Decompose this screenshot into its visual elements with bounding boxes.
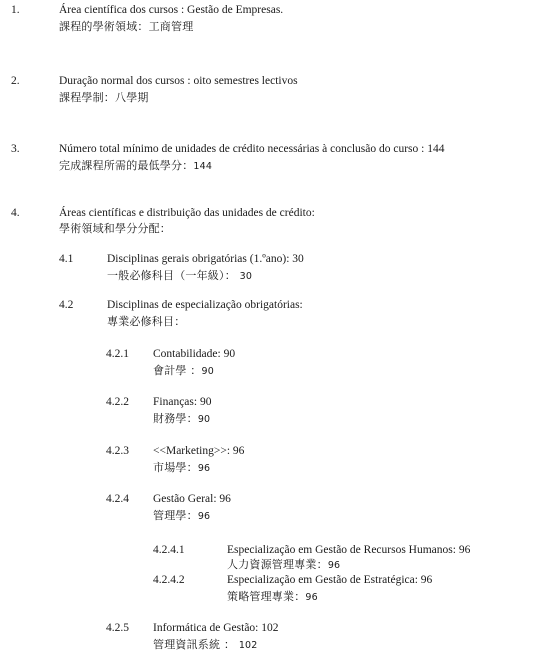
subsubitem-number: 4.2.5 [106,622,129,634]
level4-text-zh [227,558,340,573]
item-number: 2. [11,75,20,87]
subitem-number: 4.2 [59,299,74,311]
subsubitem-number: 4.2.1 [106,348,129,360]
subsubitem-label-zh: 管理資訊系統 ： [153,638,236,651]
item-label-zh: 完成課程所需的最低學分： [59,159,194,172]
item-text-pt: Duração normal dos cursos : oito semestres lectivos [59,75,298,87]
subsubitem-label-zh: 管理學： [153,509,198,522]
item-text-pt: Áreas científicas e distribuição das unidades de crédito: [59,207,315,219]
subsubitem-text-zh [153,509,210,524]
level4-label-zh: 策略管理專業： [227,590,306,603]
subsubitem-text-zh [153,638,258,653]
subsubitem-text-zh [153,461,210,476]
subitem-text-zh [107,269,252,284]
item-text-pt: Número total mínimo de unidades de crédito necessárias à conclusão do curso : 144 [59,143,445,155]
subsubitem-text-zh [153,412,210,427]
item-text-zh: 課程學制：八學期 [59,91,149,104]
item-text-zh [59,159,212,174]
subsubitem-value-zh: 90 [197,414,211,425]
level4-text-zh [227,590,318,605]
subsubitem-text-pt: Gestão Geral: 96 [153,493,231,505]
level4-value-zh: 96 [305,592,318,603]
subsubitem-label-zh: 市場學： [153,461,198,474]
level4-number: 4.2.4.1 [153,544,185,556]
subitem-text-pt: Disciplinas de especialização obrigatórias: [107,299,303,311]
subsubitem-text-pt: Finanças: 90 [153,396,212,408]
item-text-pt: Área científica dos cursos : Gestão de Empresas. [59,4,284,16]
subsubitem-label-zh: 財務學： [153,412,198,425]
subsubitem-number: 4.2.2 [106,396,129,408]
subsubitem-value-zh: 96 [197,463,211,474]
subsubitem-number: 4.2.4 [106,493,129,505]
subsubitem-text-pt: Contabilidade: 90 [153,348,236,360]
item-text-zh: 學術領域和學分分配： [59,222,171,235]
item-number: 3. [11,143,20,155]
item-number: 4. [11,207,20,219]
subsubitem-value-zh: 102 [238,640,258,651]
level4-value-zh: 96 [327,560,341,571]
level4-text-pt: Especialização em Gestão de Recursos Humanos: 96 [227,544,471,556]
subsubitem-text-zh [153,364,214,379]
subitem-value-zh: 30 [239,271,253,282]
subitem-text-zh: 專業必修科目： [107,315,186,328]
subsubitem-number: 4.2.3 [106,445,129,457]
level4-number: 4.2.4.2 [153,574,185,586]
item-text-zh: 課程的學術領域：工商管理 [59,20,194,33]
level4-label-zh: 人力資源管理專業： [227,558,328,571]
subsubitem-value-zh: 90 [201,366,214,377]
level4-text-pt: Especialização em Gestão de Estratégica: 96 [227,574,433,586]
subsubitem-label-zh: 會計學 ： [153,364,202,377]
item-number: 1. [11,4,20,16]
subsubitem-text-pt: <<Marketing>>: 96 [153,445,245,457]
subsubitem-value-zh: 96 [197,511,211,522]
subsubitem-text-pt: Informática de Gestão: 102 [153,622,279,634]
subitem-label-zh: 一般必修科目（一年級）： [107,269,236,282]
subitem-number: 4.1 [59,253,74,265]
subitem-text-pt: Disciplinas gerais obrigatórias (1.ºano): 30 [107,253,304,265]
item-value-zh: 144 [193,161,213,172]
